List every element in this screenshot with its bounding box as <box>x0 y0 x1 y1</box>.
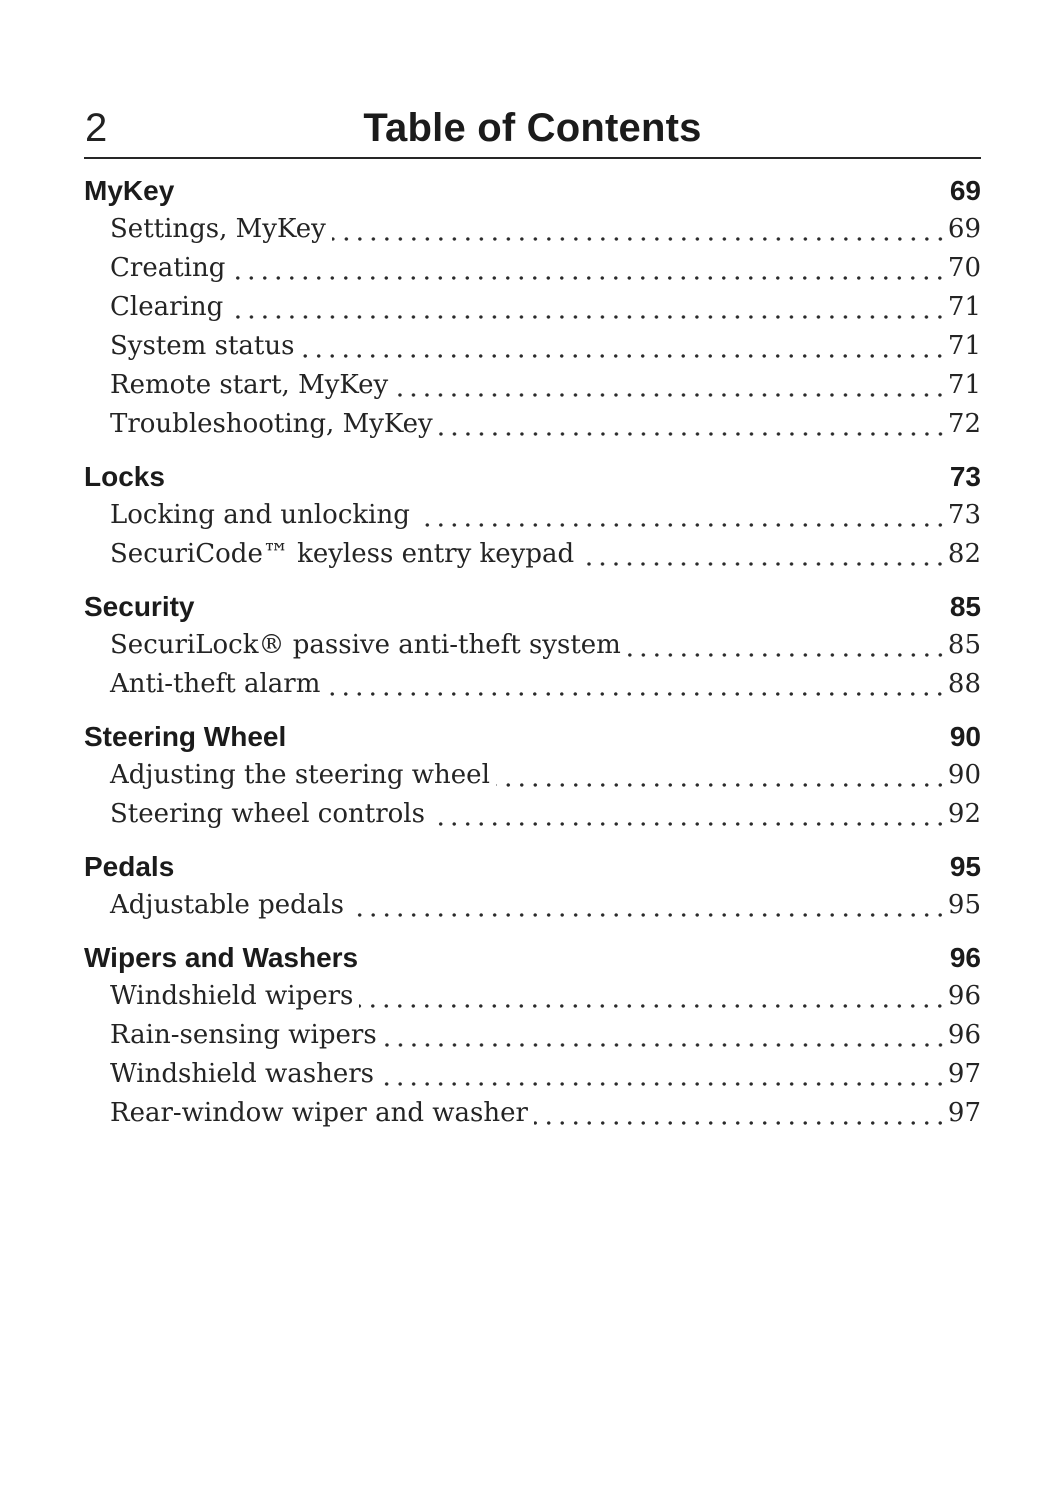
section-entries <box>84 496 981 574</box>
toc-entry <box>84 496 981 535</box>
section-page-number: 90 <box>949 721 981 752</box>
section-entries <box>84 756 981 834</box>
section-heading-row <box>84 457 981 496</box>
entry-label: SecuriLock® passive anti-theft system <box>110 630 621 660</box>
dot-leader <box>383 1016 948 1055</box>
section-entries <box>84 210 981 444</box>
entry-label: Clearing <box>110 292 224 322</box>
entry-label: Rear-window wiper and washer <box>110 1098 528 1128</box>
entry-label: Settings, MyKey <box>110 214 326 244</box>
section-title: MyKey <box>84 175 175 206</box>
toc-entry <box>84 288 981 327</box>
section-heading-row <box>84 587 981 626</box>
entry-label: Steering wheel controls <box>110 799 425 829</box>
section-title: Pedals <box>84 851 175 882</box>
entry-page-number: 97 <box>947 1098 981 1128</box>
dot-leader <box>394 366 948 405</box>
section-heading-row <box>84 717 981 756</box>
toc-entry <box>84 405 981 444</box>
entry-page-number: 70 <box>947 253 981 283</box>
entry-label: SecuriCode™ keyless entry keypad <box>110 539 575 569</box>
entry-label: Windshield washers <box>110 1059 374 1089</box>
entry-label: Rain-sensing wipers <box>110 1020 377 1050</box>
toc-section <box>84 847 981 925</box>
toc-entry <box>84 1055 981 1094</box>
dot-leader <box>627 626 948 665</box>
toc-entry <box>84 535 981 574</box>
toc-list <box>84 171 981 1133</box>
dot-leader <box>580 535 948 574</box>
toc-section <box>84 171 981 444</box>
section-title: Locks <box>84 461 165 492</box>
section-title: Steering Wheel <box>84 721 287 752</box>
toc-entry <box>84 626 981 665</box>
dot-leader <box>534 1094 948 1133</box>
section-page-number: 96 <box>949 942 981 973</box>
toc-entry <box>84 977 981 1016</box>
entry-label: Anti-theft alarm <box>110 669 321 699</box>
entry-page-number: 97 <box>947 1059 981 1089</box>
entry-page-number: 95 <box>947 890 981 920</box>
dot-leader <box>300 327 947 366</box>
toc-entry <box>84 249 981 288</box>
entry-page-number: 85 <box>947 630 981 660</box>
section-entries <box>84 626 981 704</box>
dot-leader <box>380 1055 948 1094</box>
section-page-number: 95 <box>949 851 981 882</box>
dot-leader <box>326 665 948 704</box>
section-page-number: 69 <box>949 175 981 206</box>
toc-entry <box>84 210 981 249</box>
dot-leader <box>332 210 948 249</box>
entry-page-number: 71 <box>947 331 981 361</box>
dot-leader <box>350 886 948 925</box>
section-heading-row <box>84 171 981 210</box>
entry-page-number: 73 <box>947 500 981 530</box>
section-heading-row <box>84 938 981 977</box>
entry-page-number: 90 <box>947 760 981 790</box>
toc-section <box>84 457 981 574</box>
dot-leader <box>439 405 948 444</box>
entry-page-number: 96 <box>947 981 981 1011</box>
entry-page-number: 71 <box>947 292 981 322</box>
entry-label: Adjusting the steering wheel <box>110 760 490 790</box>
section-page-number: 85 <box>949 591 981 622</box>
page-content <box>84 0 981 1133</box>
toc-entry <box>84 1016 981 1055</box>
header-divider <box>84 157 981 159</box>
dot-leader <box>359 977 948 1016</box>
toc-entry <box>84 327 981 366</box>
dot-leader <box>496 756 948 795</box>
entry-label: Locking and unlocking <box>110 500 410 530</box>
dot-leader <box>416 496 948 535</box>
entry-page-number: 69 <box>947 214 981 244</box>
entry-label: Remote start, MyKey <box>110 370 389 400</box>
section-title: Wipers and Washers <box>84 942 359 973</box>
dot-leader <box>231 249 948 288</box>
page-title: Table of Contents <box>363 106 702 150</box>
section-entries <box>84 977 981 1133</box>
toc-section <box>84 587 981 704</box>
toc-entry <box>84 665 981 704</box>
dot-leader <box>431 795 948 834</box>
toc-section <box>84 717 981 834</box>
page-header <box>84 0 981 150</box>
entry-page-number: 82 <box>947 539 981 569</box>
entry-page-number: 88 <box>947 669 981 699</box>
toc-entry <box>84 795 981 834</box>
toc-section <box>84 938 981 1133</box>
entry-label: Adjustable pedals <box>110 890 344 920</box>
section-entries <box>84 886 981 925</box>
section-title: Security <box>84 591 195 622</box>
dot-leader <box>229 288 948 327</box>
section-page-number: 73 <box>949 461 981 492</box>
entry-label: Windshield wipers <box>110 981 354 1011</box>
entry-page-number: 96 <box>947 1020 981 1050</box>
entry-label: Troubleshooting, MyKey <box>110 409 433 439</box>
toc-entry <box>84 756 981 795</box>
toc-entry <box>84 1094 981 1133</box>
entry-page-number: 71 <box>947 370 981 400</box>
toc-entry <box>84 886 981 925</box>
section-heading-row <box>84 847 981 886</box>
entry-label: System status <box>110 331 295 361</box>
toc-entry <box>84 366 981 405</box>
entry-page-number: 72 <box>947 409 981 439</box>
entry-page-number: 92 <box>947 799 981 829</box>
entry-label: Creating <box>110 253 226 283</box>
page-number: 2 <box>85 106 108 150</box>
